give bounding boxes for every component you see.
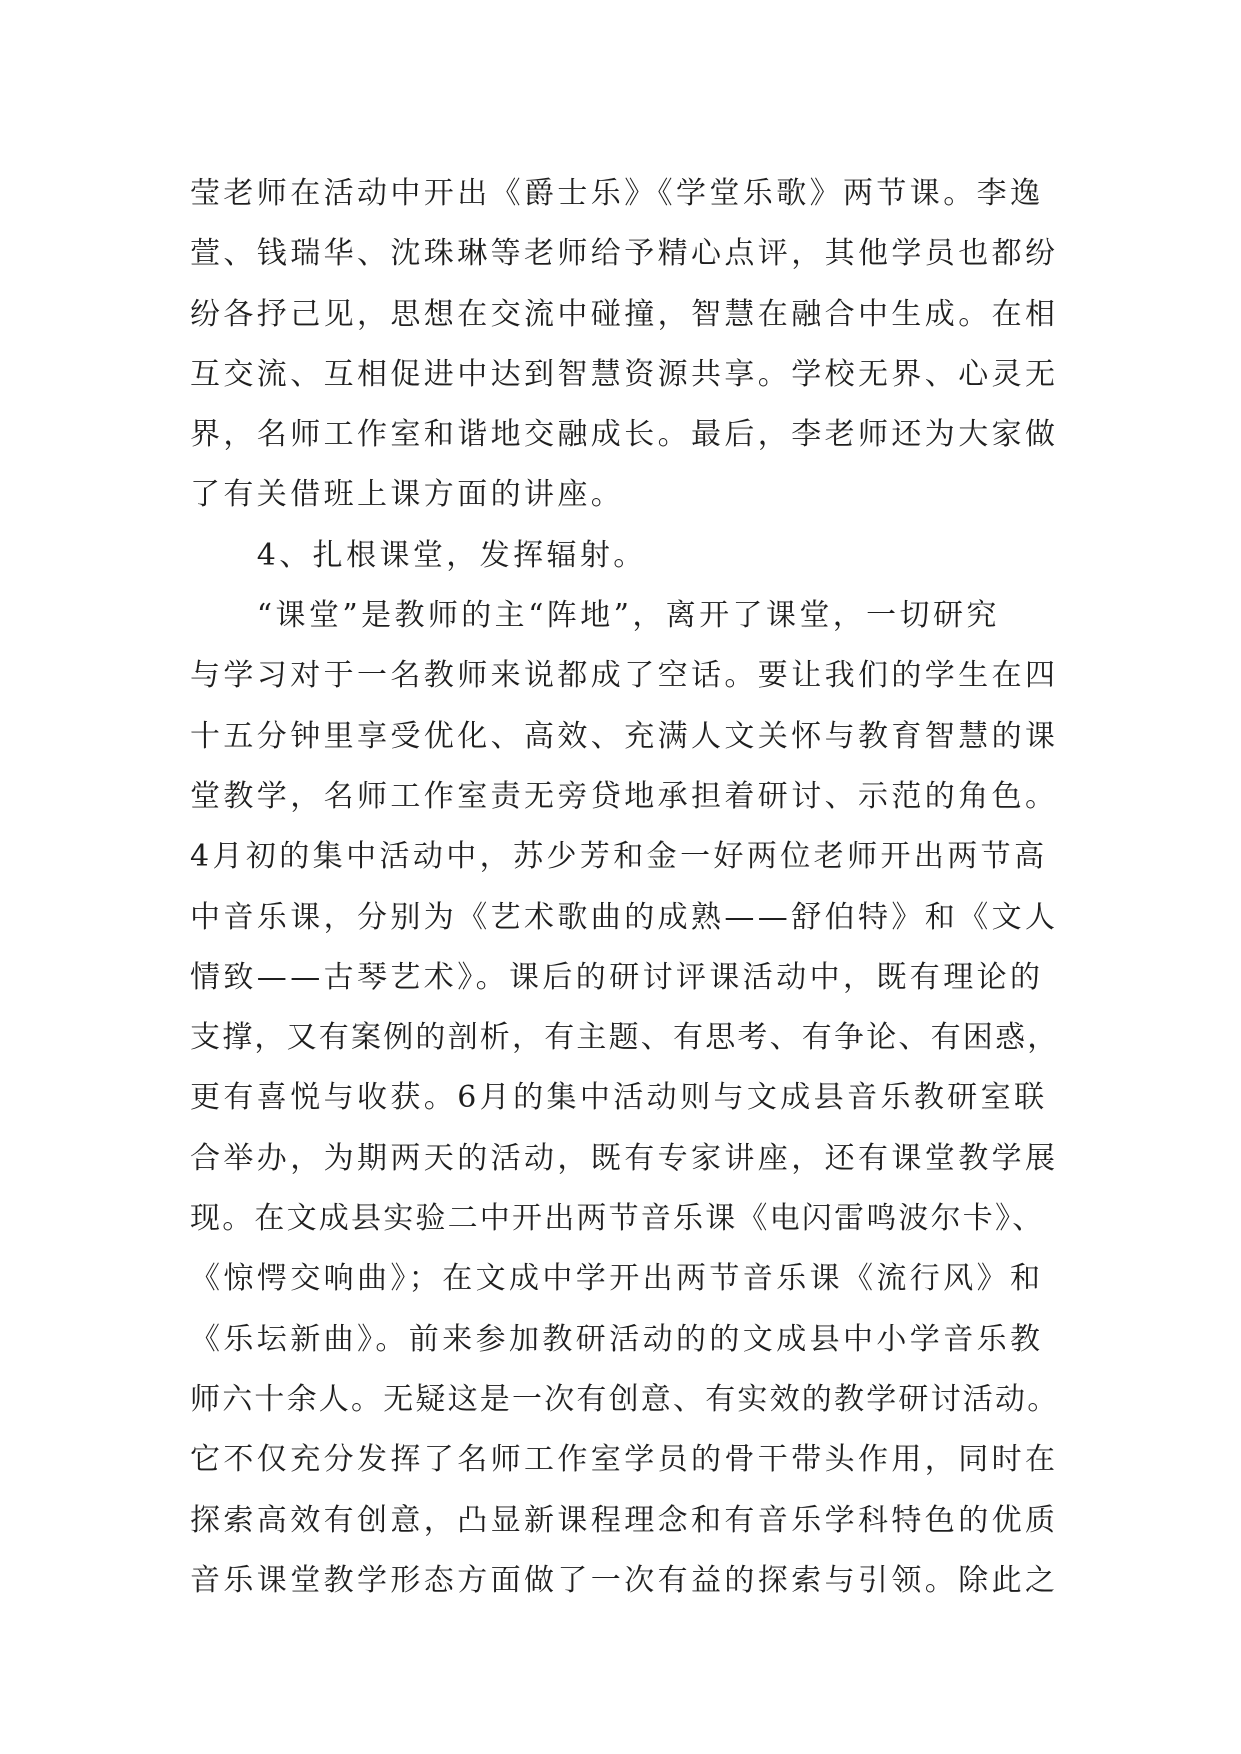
text-line: 纷各抒己见，思想在交流中碰撞，智慧在融合中生成。在相: [190, 296, 1059, 332]
text-line: 音乐课堂教学形态方面做了一次有益的探索与引领。除此之: [190, 1562, 1059, 1598]
text-line: 支撑，又有案例的剖析，有主题、有思考、有争论、有困惑，: [190, 1020, 1060, 1056]
text-line: 情致——古琴艺术》。课后的研讨评课活动中，既有理论的: [190, 959, 1044, 995]
text-line: 界，名师工作室和谐地交融成长。最后，李老师还为大家做: [190, 417, 1059, 453]
text-line: 萱、钱瑞华、沈珠琳等老师给予精心点评，其他学员也都纷: [190, 236, 1059, 272]
section-heading: 4、扎根课堂，发挥辐射。: [190, 537, 647, 573]
text-line: 它不仅充分发挥了名师工作室学员的骨干带头作用，同时在: [190, 1442, 1059, 1478]
text-line: 互交流、互相促进中达到智慧资源共享。学校无界、心灵无: [190, 356, 1059, 392]
body-text: [190, 164, 1070, 1611]
text-line: 《惊愕交响曲》；在文成中学开出两节音乐课《流行风》和: [190, 1261, 1044, 1297]
text-line: 十五分钟里享受优化、高效、充满人文关怀与教育智慧的课: [190, 718, 1059, 754]
text-line: 现。在文成县实验二中开出两节音乐课《电闪雷鸣波尔卡》、: [190, 1201, 1045, 1237]
text-line: 探索高效有创意，凸显新课程理念和有音乐学科特色的优质: [190, 1502, 1059, 1538]
text-line: 4月初的集中活动中，苏少芳和金一好两位老师开出两节高: [190, 839, 1048, 875]
text-line: 莹老师在活动中开出《爵士乐》《学堂乐歌》两节课。李逸: [190, 176, 1044, 211]
text-line: 了有关借班上课方面的讲座。: [190, 477, 625, 513]
text-line: “课堂”是教师的主“阵地”，离开了课堂，一切研究: [190, 598, 1000, 634]
text-line: 堂教学，名师工作室责无旁贷地承担着研讨、示范的角色。: [190, 778, 1059, 814]
text-line: 师六十余人。无疑这是一次有创意、有实效的教学研讨活动。: [190, 1381, 1060, 1417]
text-line: 更有喜悦与收获。6月的集中活动则与文成县音乐教研室联: [190, 1080, 1048, 1116]
text-line: 《乐坛新曲》。前来参加教研活动的的文成县中小学音乐教: [190, 1321, 1044, 1357]
text-line: 合举办，为期两天的活动，既有专家讲座，还有课堂教学展: [190, 1140, 1059, 1176]
text-line: 中音乐课，分别为《艺术歌曲的成熟——舒伯特》和《文人: [190, 899, 1059, 935]
text-line: 与学习对于一名教师来说都成了空话。要让我们的学生在四: [190, 658, 1059, 694]
